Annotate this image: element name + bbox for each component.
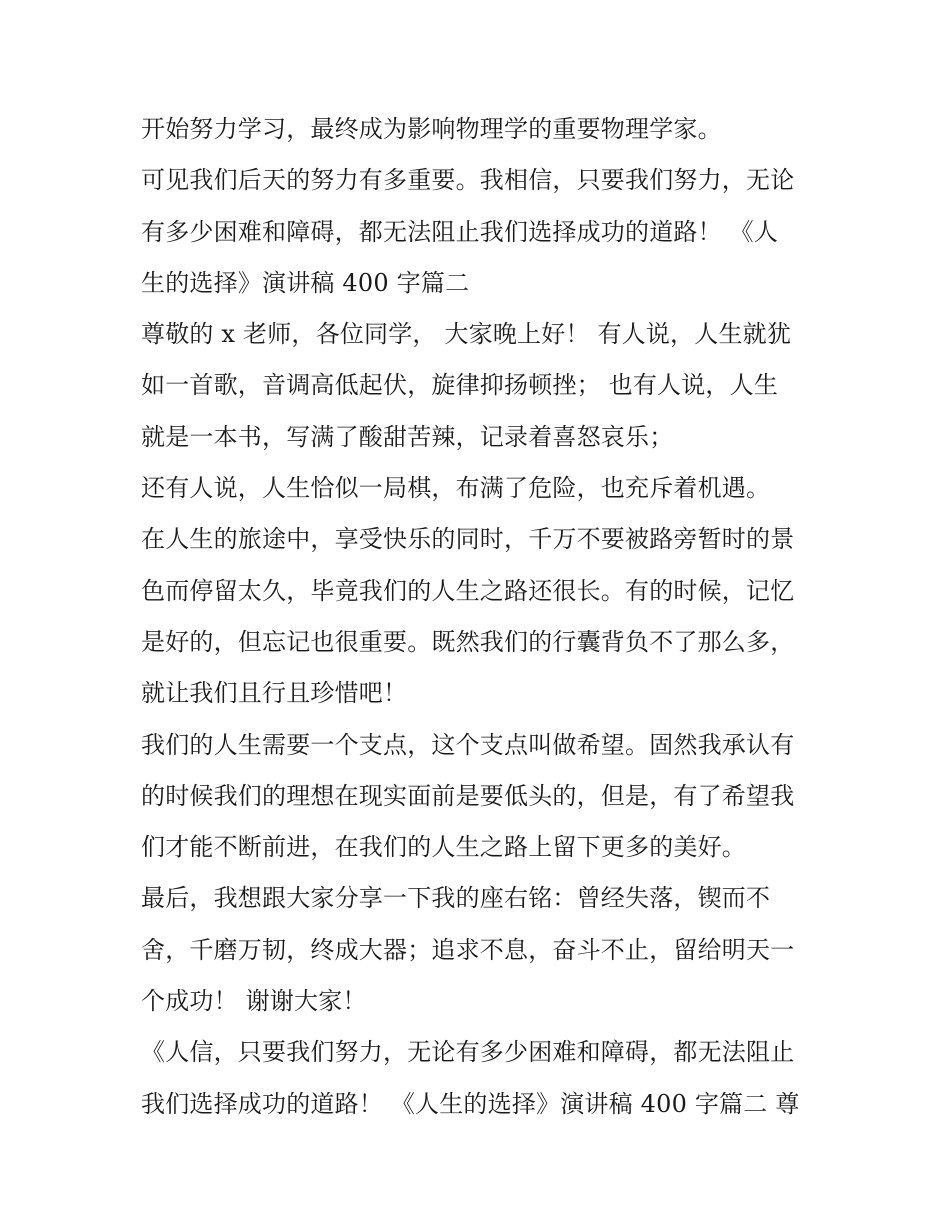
text-line: 我们选择成功的道路！ 《人生的选择》演讲稿 400 字篇二 尊	[141, 1089, 800, 1118]
text-line: 色而停留太久，毕竟我们的人生之路还很长。有的时候，记忆	[141, 576, 795, 605]
text-line: 的时候我们的理想在现实面前是要低头的，但是，有了希望我	[141, 781, 795, 810]
text-line: 我们的人生需要一个支点，这个支点叫做希望。固然我承认有	[141, 730, 795, 759]
text-line: 们才能不断前进，在我们的人生之路上留下更多的美好。	[141, 833, 746, 862]
text-line: 就让我们且行且珍惜吧！	[141, 679, 408, 708]
text-line: 可见我们后天的努力有多重要。我相信，只要我们努力，无论	[141, 166, 795, 195]
text-line: 《人信，只要我们努力，无论有多少困难和障碍，都无法阻止	[141, 1038, 795, 1067]
text-line: 开始努力学习，最终成为影响物理学的重要物理学家。	[141, 115, 722, 143]
text-line: 是好的，但忘记也很重要。既然我们的行囊背负不了那么多，	[141, 627, 795, 656]
document-body	[141, 104, 821, 1130]
text-line: 生的选择》演讲稿 400 字篇二	[141, 268, 470, 297]
text-line: 如一首歌，音调高低起伏，旋律抑扬顿挫； 也有人说，人生	[141, 371, 779, 400]
text-line: 还有人说，人生恰似一局棋，布满了危险，也充斥着机遇。	[141, 474, 771, 503]
text-line: 就是一本书，写满了酸甜苦辣，记录着喜怒哀乐；	[141, 422, 674, 451]
text-line: 个成功！ 谢谢大家！	[141, 987, 367, 1016]
text-line: 有多少困难和障碍，都无法阻止我们选择成功的道路！ 《人	[141, 217, 779, 246]
text-line: 最后，我想跟大家分享一下我的座右铭：曾经失落，锲而不	[141, 884, 771, 913]
text-line: 在人生的旅途中，享受快乐的同时，千万不要被路旁暂时的景	[141, 525, 795, 554]
text-line: 尊敬的 x 老师，各位同学， 大家晚上好！ 有人说，人生就犹	[141, 320, 792, 349]
text-line: 舍，千磨万韧，终成大器；追求不息，奋斗不止，留给明天一	[141, 935, 795, 964]
